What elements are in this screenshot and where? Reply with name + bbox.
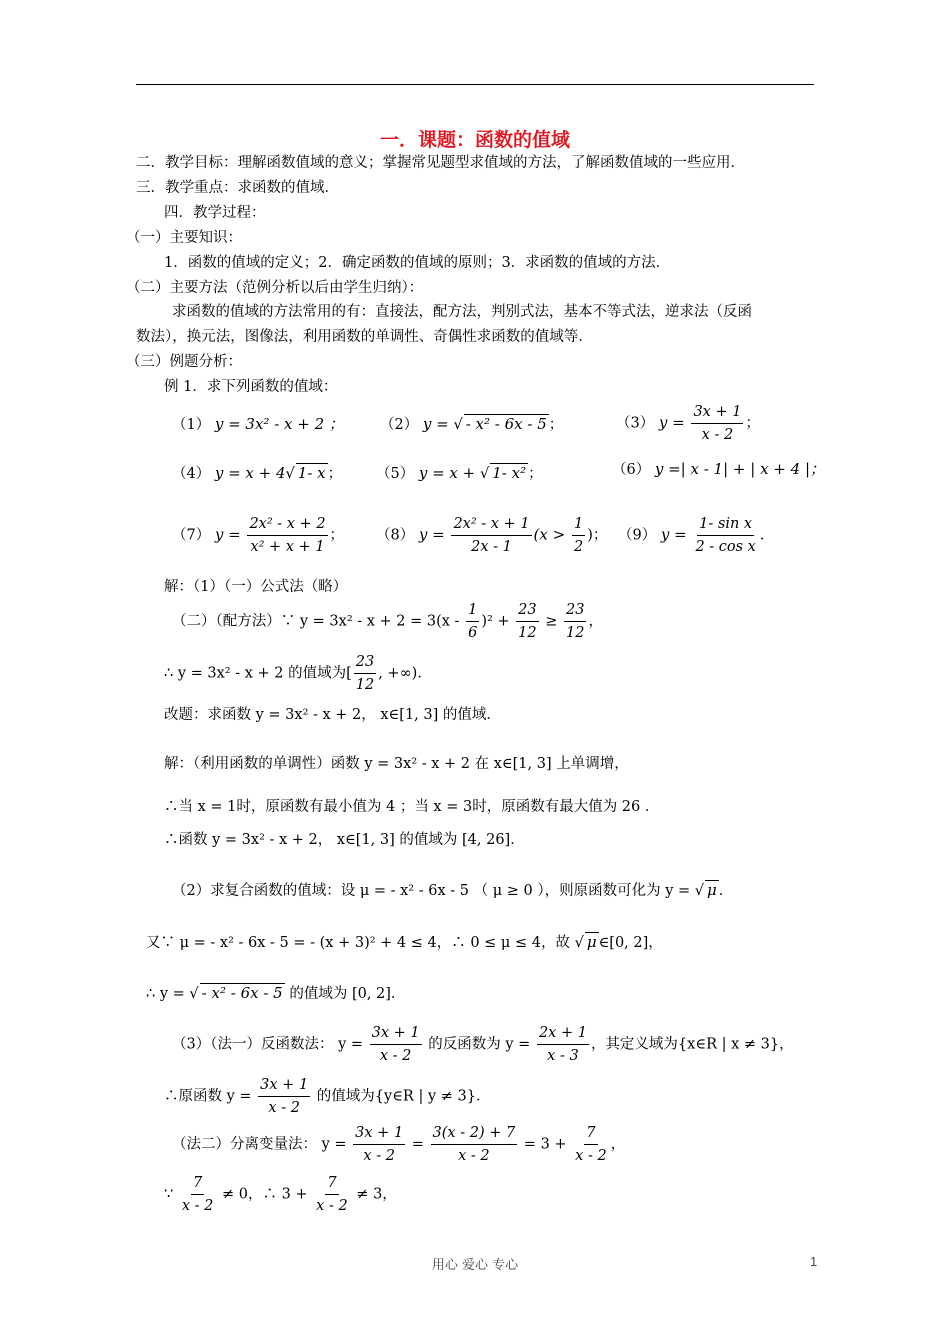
section-heading-1: （一）主要知识：: [126, 230, 242, 246]
section-2-content-2: 数法），换元法，图像法，利用函数的单调性、奇偶性求函数的值域等．: [136, 329, 593, 345]
problem-1: （1） y = 3x² - x + 2 ；: [172, 415, 344, 433]
solution-line-9: 又∵ μ = - x² - 6x - 5 = - (x + 3)² + 4 ≤ 4，∴ 0 ≤ μ ≤ 4，故 √ μ ∈[0, 2]，: [146, 933, 663, 951]
section-2-content-1: 求函数的值域的方法常用的有：直接法，配方法，判别式法，基本不等式法，逆求法（反函: [172, 304, 752, 320]
example-1-heading: 例 1．求下列函数的值域：: [164, 379, 338, 395]
section-heading-3: （三）例题分析：: [126, 354, 242, 370]
page-footer: 用心 爱心 专心: [431, 1258, 519, 1273]
solution-line-7: ∴函数 y = 3x² - x + 2， x∈[1, 3] 的值域为 [4, 26]．: [164, 832, 525, 848]
solution-line-8: （2）求复合函数的值域：设 μ = - x² - 6x - 5 （ μ ≥ 0 ），则原函数可化为 y = √ μ ．: [172, 881, 734, 899]
teaching-focus: 三．教学重点：求函数的值域．: [136, 180, 339, 196]
problem-6: （6） y =| x - 1| + | x + 4 |；: [612, 460, 825, 478]
problem-9: （9） y = $\frac{\text{1- sin x}}{\text{2 - cos x}}$ ．: [618, 516, 775, 555]
problem-2: （2） y = √ - x² - 6x - 5 ；: [380, 415, 564, 433]
problem-3: （3） y = $\frac{3x + 1}{x - 2}$ ；: [616, 404, 760, 443]
solution-line-5: 解：（利用函数的单调性）函数 y = 3x² - x + 2 在 x∈[1, 3] 上单调增，: [164, 756, 629, 772]
section-1-content: 1．函数的值域的定义；2．确定函数的值域的原则；3．求函数的值域的方法．: [164, 255, 671, 271]
page-title: 一．课题：函数的值域: [379, 129, 570, 151]
solution-line-2: （二）（配方法）∵ y = 3x² - x + 2 = 3(x - $\frac{1}{6}$ )² + $\frac{23}{12}$ ≥ $\frac{23}{12}$ ，: [172, 602, 603, 641]
solution-line-13: （法二）分离变量法： y = $\frac{3x + 1}{x - 2}$ = $\frac{3(x - 2) + 7}{x - 2}$ = 3 + $\frac{7}{x - 2}$ ，: [172, 1125, 626, 1164]
problem-7: （7） y = $\frac{\text{2x² - x + 2}}{\text{x² + x + 1}}$ ；: [172, 516, 345, 555]
teaching-goal: 二．教学目标：理解函数值域的意义；掌握常见题型求值域的方法，了解函数值域的一些应用．: [136, 155, 745, 171]
solution-line-4: 改题：求函数 y = 3x² - x + 2， x∈[1, 3] 的值域．: [164, 707, 501, 723]
solution-line-11: （3）（法一）反函数法： y = $\frac{3x + 1}{x - 2}$ 的反函数为 y = $\frac{2x + 1}{x - 3}$ ，其定义域为{x∈R | x ≠ 3}，: [172, 1025, 794, 1064]
solution-line-1: 解：（1）（一）公式法（略）: [164, 579, 348, 595]
solution-line-3: ∴ y = 3x² - x + 2 的值域为[ $\frac{23}{12}$ , +∞)．: [164, 654, 432, 693]
teaching-process: 四．教学过程：: [164, 205, 266, 221]
problem-8: （8） y = $\frac{\text{2x² - x + 1}}{2x - 1}$ (x > $\frac{1}{2}$ )；: [376, 516, 608, 555]
solution-line-12: ∴原函数 y = $\frac{3x + 1}{x - 2}$ 的值域为{y∈R | y ≠ 3}．: [164, 1077, 491, 1116]
header-rule: [136, 84, 814, 85]
solution-line-6: ∴当 x = 1时，原函数有最小值为 4 ；当 x = 3时，原函数有最大值为 26 ．: [164, 799, 660, 815]
page-number: 1: [810, 1254, 818, 1269]
solution-line-10: ∴ y = √ - x² - 6x - 5 的值域为 [0, 2]．: [146, 984, 406, 1002]
problem-5: （5） y = x + √ 1- x² ；: [376, 464, 543, 482]
problem-4: （4） y = x + 4√ 1- x ；: [172, 464, 343, 482]
section-heading-2: （二）主要方法（范例分析以后由学生归纳）：: [126, 280, 424, 296]
solution-line-14: ∵ $\frac{7}{x - 2}$ ≠ 0，∴ 3 + $\frac{7}{x - 2}$ ≠ 3，: [164, 1175, 397, 1214]
